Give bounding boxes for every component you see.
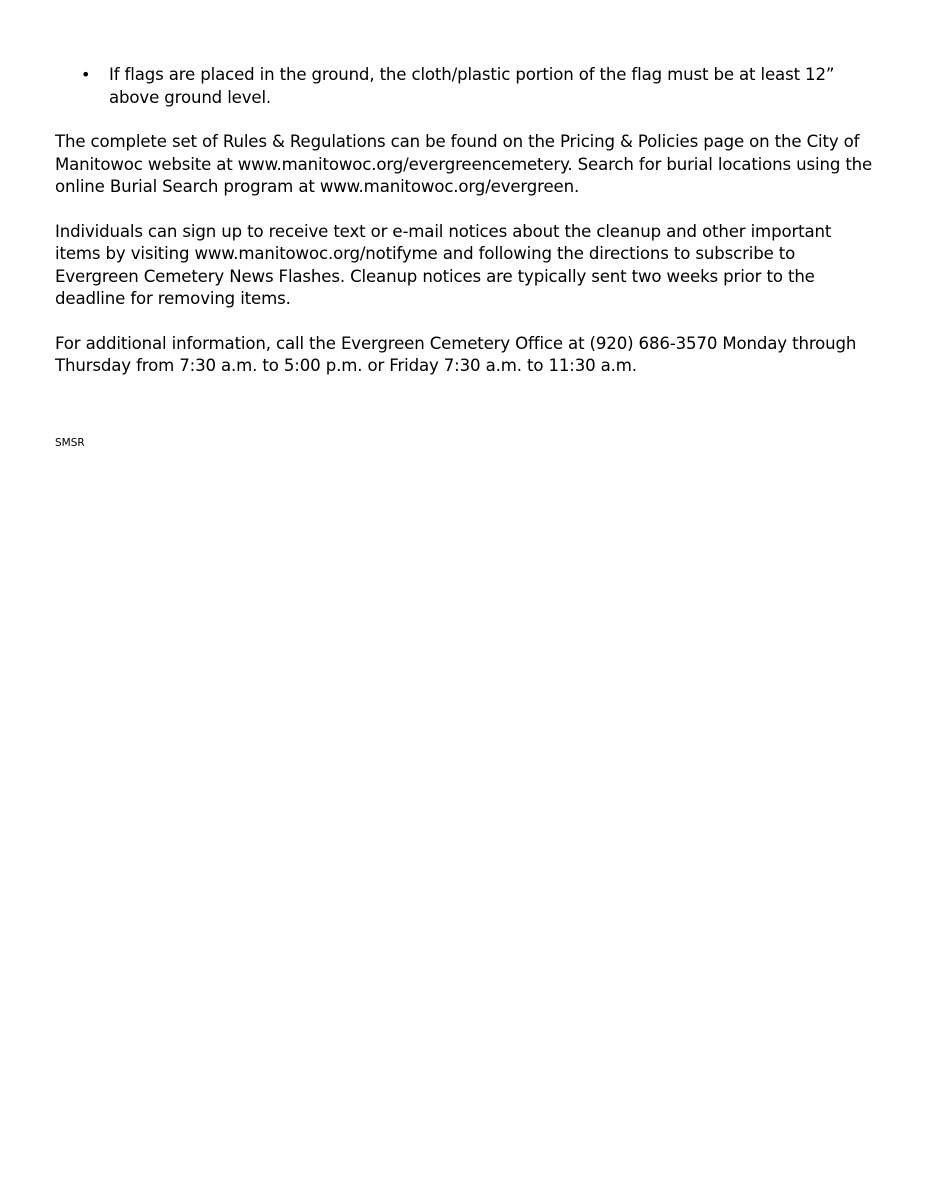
bullet-dot-icon: • xyxy=(81,65,91,84)
rules-paragraph: The complete set of Rules & Regulations can be found on the Pricing & Policies page on the City of Manitowoc website at www.manitowoc.org/evergreencemetery. Search for burial locations using the online Burial Search program at www.manitowoc.org/evergreen. xyxy=(55,132,873,196)
footer-code: SMSR xyxy=(55,437,85,449)
contact-paragraph: For additional information, call the Evergreen Cemetery Office at (920) 686-3570 Monday through Thursday from 7:30 a.m. to 5:00 p.m. or Friday 7:30 a.m. to 11:30 a.m. xyxy=(55,333,857,375)
bullet-list xyxy=(55,64,875,109)
flag-rule-text: If flags are placed in the ground, the cloth/plastic portion of the flag must be at least 12” above ground level. xyxy=(109,65,835,107)
notices-paragraph: Individuals can sign up to receive text or e-mail notices about the cleanup and other important items by visiting www.manitowoc.org/notifyme and following the directions to subscribe to Evergreen Cemetery News Flashes. Cleanup notices are typically sent two weeks prior to the deadline for removing items. xyxy=(55,221,832,308)
list-item xyxy=(55,64,845,109)
document-body xyxy=(55,64,875,400)
